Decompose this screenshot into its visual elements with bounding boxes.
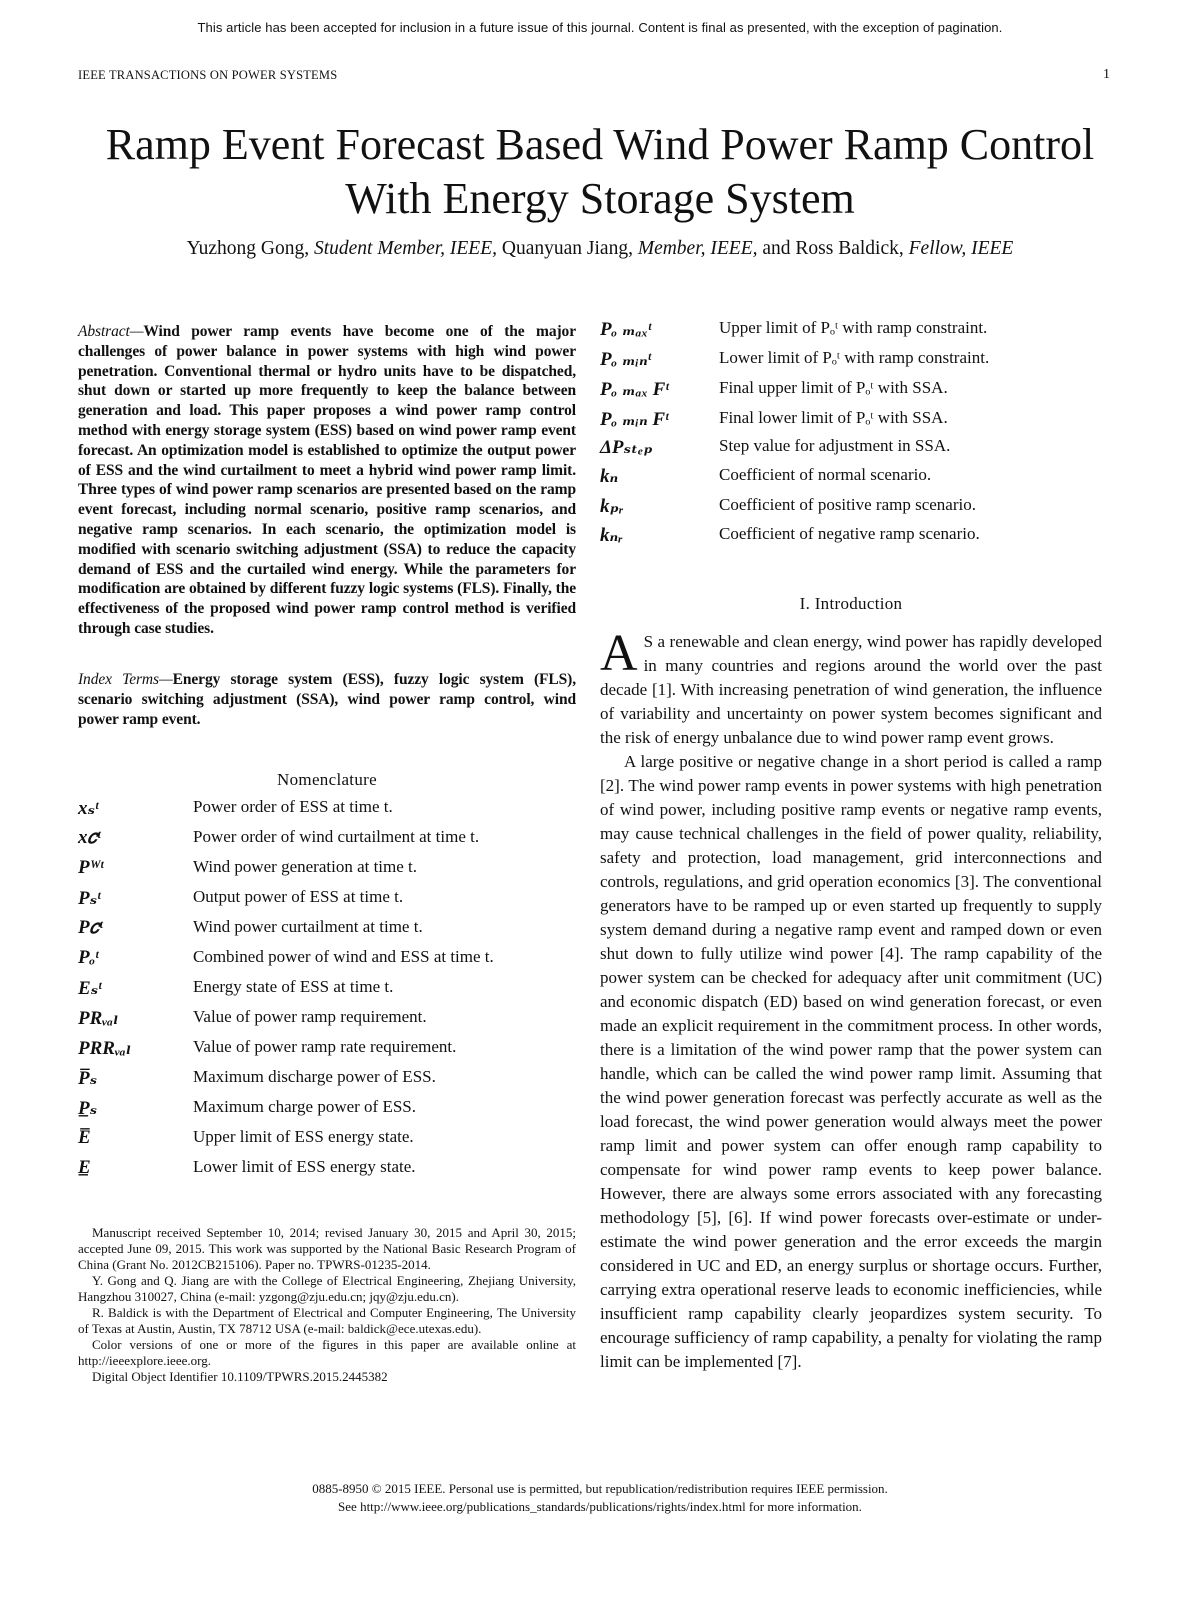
- symbol: PRRᵥₐₗ: [78, 1038, 132, 1059]
- nomenclature-row: [78, 797, 576, 825]
- nomenclature-row: [600, 348, 1102, 376]
- index-terms: [78, 670, 576, 729]
- footnote: Digital Object Identifier 10.1109/TPWRS.2015.2445382: [92, 1369, 388, 1384]
- drop-cap: A: [600, 625, 638, 682]
- symbol: Pₒ ₘₐₓᵗ: [600, 319, 652, 340]
- nomenclature-row: [78, 857, 576, 885]
- definition: Value of power ramp requirement.: [193, 1007, 427, 1026]
- author-role: Fellow, IEEE: [908, 238, 1014, 259]
- nomenclature-row: [600, 408, 1102, 436]
- definition: Coefficient of normal scenario.: [719, 465, 932, 484]
- author-role: Member, IEEE,: [637, 238, 758, 259]
- nomenclature-row: [78, 1067, 576, 1095]
- symbol: P̅ₛ: [78, 1068, 98, 1089]
- definition: Value of power ramp rate requirement.: [193, 1037, 457, 1056]
- definition: Final lower limit of Pₒᵗ with SSA.: [719, 408, 948, 427]
- nomenclature-row: [78, 947, 576, 975]
- definition: Upper limit of ESS energy state.: [193, 1127, 414, 1146]
- definition: Lower limit of ESS energy state.: [193, 1157, 416, 1176]
- author-role: Student Member, IEEE,: [313, 238, 498, 259]
- author-line: [60, 238, 1140, 260]
- symbol: kₙ: [600, 466, 619, 487]
- nomenclature-row: [78, 1157, 576, 1185]
- symbol: P̲ₛ: [78, 1098, 98, 1119]
- author-name: Yuzhong Gong,: [186, 238, 310, 259]
- definition: Combined power of wind and ESS at time t.: [193, 947, 494, 966]
- intro-paragraph: A large positive or negative change in a short period is called a ramp [2]. The wind power ramp events in power systems with high penetration of wind power, including positive ramp events or negative ramp events, may cause technical challenges in the field of power quality, reliability, safety and protection, load management, grid interconnections and controls, regulations, and grid operation economics [3]. The conventional generators have to be ramped up or even started up frequently to supply system demand during a negative ramp event and ramped down or even shut down to fully utilize wind power [4]. The ramp capability of the power system can be checked for adequacy after unit commitment (UC) and economic dispatch (ED) based on wind generation forecast, or even made an explicit requirement in the commitment process. In other words, there is a limitation of the wind power ramp that the power system can handle, which can be called the wind power ramp limit. Assuming that the wind power generation forecast was perfectly accurate as well as the load forecast, the wind power generation would always meet the power ramp limit and power system can offer enough ramp capability to compensate for wind power ramp events to keep power balance. However, there are always some errors associated with any forecasting methodology [5], [6]. If wind power forecasts over-estimate or under-estimate the wind power generation and the error exceeds the margin considered in UC and ED, an energy surplus or shortage occurs. Further, carrying extra operational reserve leads to economic inefficiencies, while insufficient ramp capability clearly jeopardizes system security. To encourage sufficiency of ramp capability, a penalty for violating the ramp limit can be implemented [7].: [600, 752, 1102, 1371]
- nomenclature-row: [78, 1037, 576, 1065]
- footnote: Y. Gong and Q. Jiang are with the College of Electrical Engineering, Zhejiang University, Hangzhou 310027, China (e-mail: yzgong@zju.edu.cn; jqy@zju.edu.cn).: [78, 1273, 576, 1304]
- definition: Final upper limit of Pₒᵗ with SSA.: [719, 378, 948, 397]
- author-name: and Ross Baldick,: [762, 238, 904, 259]
- nomenclature-heading: Nomenclature: [277, 770, 377, 789]
- rights-url-line: See http://www.ieee.org/publications_standards/publications/rights/index.html for more information.: [338, 1499, 862, 1514]
- abstract-text: Wind power ramp events have become one of the major challenges of power balance in power systems with high wind power penetration. Conventional thermal or hydro units have to be dispatched, shut down or started up more frequently to keep the balance between generation and load. This paper proposes a wind power ramp control method with energy storage system (ESS) based on wind power ramp event forecast. An optimization model is established to optimize the output power of ESS and the wind curtailment to meet a hybrid wind power ramp limit. Three types of wind power ramp scenarios are presented based on the ramp event forecast, including normal scenario, positive ramp scenarios, and negative ramp scenarios. In each scenario, the optimization model is modified with scenario switching adjustment (SSA) to reduce the capacity demand of ESS and the curtailed wind energy. While the parameters for modification are obtained by different fuzzy logic systems (FLS). Finally, the effectiveness of the proposed wind power ramp control method is verified through case studies.: [78, 323, 576, 637]
- copyright-footer: [0, 1480, 1200, 1516]
- introduction-body: [600, 625, 1102, 1374]
- symbol: E̅: [78, 1127, 91, 1148]
- index-terms-lead: Index Terms—: [78, 671, 173, 688]
- symbol: PRᵥₐₗ: [78, 1008, 119, 1029]
- definition: Maximum charge power of ESS.: [193, 1097, 417, 1116]
- definition: Power order of wind curtailment at time t.: [193, 827, 480, 846]
- intro-paragraph: [600, 625, 1102, 750]
- nomenclature-row: [600, 378, 1102, 406]
- symbol: Pₒ ₘₐₓ Fᵗ: [600, 379, 669, 400]
- nomenclature-left: [78, 797, 576, 1182]
- journal-name: IEEE TRANSACTIONS ON POWER SYSTEMS: [78, 68, 338, 82]
- nomenclature-row: [78, 1127, 576, 1155]
- definition: Output power of ESS at time t.: [193, 887, 404, 906]
- symbol: x𝑐ᵗ: [78, 827, 101, 848]
- symbol: Pᵂᵗ: [78, 857, 104, 878]
- intro-paragraph-text: S a renewable and clean energy, wind power has rapidly developed in many countries and regions around the world over the past decade [1]. With increasing penetration of wind generation, the influence of variability and uncertainty on power system becomes significant and the risk of energy unbalance due to wind power ramp event grows.: [600, 632, 1102, 747]
- footnote: Color versions of one or more of the figures in this paper are available online at http://ieeexplore.ieee.org.: [78, 1337, 576, 1368]
- nomenclature-row: [78, 1097, 576, 1125]
- definition: Maximum discharge power of ESS.: [193, 1067, 436, 1086]
- nomenclature-row: [78, 887, 576, 915]
- definition: Coefficient of positive ramp scenario.: [719, 495, 976, 514]
- symbol: kₙᵣ: [600, 525, 623, 546]
- symbol: Pₒ ₘᵢₙᵗ: [600, 349, 652, 370]
- symbol: ΔPₛₜₑₚ: [600, 437, 653, 458]
- definition: Step value for adjustment in SSA.: [719, 436, 951, 455]
- definition: Wind power curtailment at time t.: [193, 917, 423, 936]
- symbol: E̲: [78, 1157, 91, 1178]
- abstract-lead: Abstract—: [78, 323, 144, 340]
- definition: Wind power generation at time t.: [193, 857, 418, 876]
- footnote: Manuscript received September 10, 2014; revised January 30, 2015 and April 30, 2015; accepted June 09, 2015. This work was supported by the National Basic Research Program of China (Grant No. 2012CB215106). Paper no. TPWRS-01235-2014.: [78, 1225, 576, 1272]
- copyright-line: 0885-8950 © 2015 IEEE. Personal use is permitted, but republication/redistribution requires IEEE permission.: [312, 1481, 888, 1496]
- page-number: 1: [1103, 67, 1110, 82]
- nomenclature-row: [600, 318, 1102, 346]
- acceptance-note: This article has been accepted for inclusion in a future issue of this journal. Content is final as presented, with the exception of pagination.: [197, 20, 1003, 35]
- symbol: P𝑐ᵗ: [78, 917, 103, 938]
- definition: Power order of ESS at time t.: [193, 797, 393, 816]
- nomenclature-row: [78, 1007, 576, 1035]
- nomenclature-row: [600, 495, 1102, 523]
- nomenclature-row: [78, 827, 576, 855]
- symbol: Pₒ ₘᵢₙ Fᵗ: [600, 409, 669, 430]
- symbol: xₛᵗ: [78, 798, 99, 819]
- nomenclature-row: [600, 524, 1102, 552]
- symbol: Pₒᵗ: [78, 947, 99, 968]
- nomenclature-row: [78, 917, 576, 945]
- symbol: kₚᵣ: [600, 496, 624, 517]
- index-terms-text: Energy storage system (ESS), fuzzy logic system (FLS), scenario switching adjustment (SSA), wind power ramp control, wind power ramp event.: [78, 671, 576, 728]
- definition: Energy state of ESS at time t.: [193, 977, 394, 996]
- abstract: [78, 322, 576, 639]
- symbol: Eₛᵗ: [78, 978, 102, 999]
- definition: Coefficient of negative ramp scenario.: [719, 524, 980, 543]
- nomenclature-right: [600, 318, 1102, 553]
- footnote: R. Baldick is with the Department of Electrical and Computer Engineering, The University of Texas at Austin, Austin, TX 78712 USA (e-mail: baldick@ece.utexas.edu).: [78, 1305, 576, 1336]
- nomenclature-row: [78, 977, 576, 1005]
- introduction-heading: I. Introduction: [799, 594, 903, 613]
- symbol: Pₛᵗ: [78, 888, 101, 909]
- nomenclature-row: [600, 436, 1102, 464]
- nomenclature-row: [600, 465, 1102, 493]
- paper-title: Ramp Event Forecast Based Wind Power Ramp Control With Energy Storage System: [105, 120, 1095, 223]
- definition: Upper limit of Pₒᵗ with ramp constraint.: [719, 318, 988, 337]
- footnotes: [78, 1225, 576, 1385]
- author-name: Quanyuan Jiang,: [501, 238, 633, 259]
- definition: Lower limit of Pₒᵗ with ramp constraint.: [719, 348, 990, 367]
